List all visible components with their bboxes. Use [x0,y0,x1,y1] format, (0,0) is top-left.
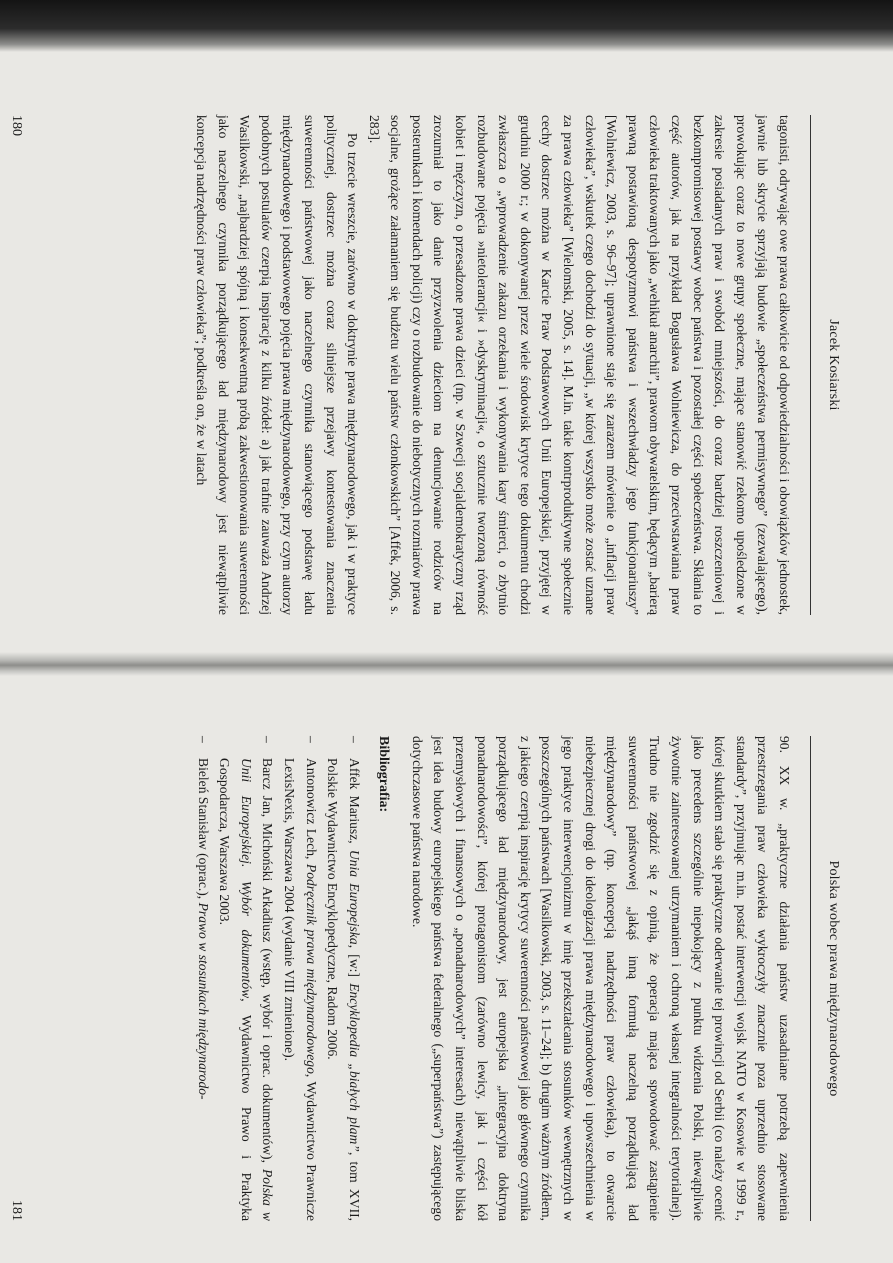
entry-title: Prawo w stosunkach międzynarodo- [195,902,211,1100]
bibliography-title: Bibliografia: [376,736,392,813]
entry-author: Barcz Jan, Michoński Arkadiusz (wstęp, wybór i oprac. dokumentów), [260,758,276,1169]
header-rule [810,736,811,1221]
paragraph: tagonisti, odrywając owe prawa całkowicie od odpowiedzialności i obowiązków jednostek, jawnie lub skrycie sprzyjają budowie „społeczeństwa permisywnego” (zezwalającego), prowokując coraz to nowe grupy społeczne, mające stanowić rzekomo upośledzone w zakresie posiadanych praw i swobód mniejszości, do coraz bardziej roszczeniowej i bezkompromisowej postawy wobec państwa i pozostałej części społeczeństwa. Skłania to część autorów, jak na przykład Bogusława Wolniewicza, do przeciwstawiania praw człowieka traktowanych jako „wehikuł anarchii”, prawom obywatelskim, będącym „barierą prawną postawioną despotyzmowi państwa i wszechwładzy jego funkcjonariuszy” [Wolniewicz, 2003, s. 96–97]; uprawnione staje się zarazem mówienie o „inflacji praw człowieka”, wskutek czego dochodzi do sytuacji, „w której wszystko może zostać uznane za prawa człowieka” [Wielomski, 2005, s. 14]. M.in. takie kontrproduktywne społecznie cechy dostrzec można w Karcie Praw Podstawowych Unii Europejskiej, przyjętej w grudniu 2000 r.; w dokonywanej przez wiele środowisk krytyce tego dokumentu chodzi zwłaszcza o „wprowadzenie zakazu orzekania i wykonywania kary śmierci, o zbytnio rozbudowane pojęcia »nietolerancji« i »dyskryminacji«, o sztucznie tworzoną równość kobiet i mężczyzn, o przesadzone prawa dzieci (np. w Szwecji socjaldemokratyczny rząd zrozumiał to jako danie przyzwolenia dzieciom na denuncjowanie rodziców na posterunkach i komendach policji) czy o rozbudowanie do niebotycznych rozmiarów prawa socjalne, grożące załamaniem się budżetu wielu państw członkowskich” [Affek, 2006, s. 283]. [366,115,792,615]
scan-shadow-top [0,0,893,52]
entry-text: , Wydawnictwo Prawnicze LexisNexis, Warszawa 2004 (wydanie VIII zmienione). [281,758,319,1221]
page-number: 181 [9,1200,24,1221]
body-text [190,115,795,615]
dash: – [303,736,319,743]
header-rule [810,115,811,615]
running-head: Polska wobec prawa międzynarodowego [826,860,841,1097]
body-text [192,736,795,1221]
page-180 [0,55,893,655]
bibliography-entry [278,736,321,1221]
entry-author: Bieleń Stanisław (oprac.), [195,758,211,903]
book-gutter [0,652,893,676]
entry-title: Encyklopedia „białych plam” [346,983,362,1152]
page-181 [0,676,893,1261]
bibliography-entry [192,736,214,1221]
dash: – [195,736,211,743]
paragraph: Po trzecie wreszcie, zarówno w doktrynie prawa międzynarodowego, jak i w praktyce politycznej, dostrzec można coraz silniejsze przejawy kontestowania znaczenia suwerenności państwowej jako naczelnego czynnika stanowiącego podstawę ładu międzynarodowego i podstawowego pojęcia prawa międzynarodowego, przy czym autorzy podobnych postulatów czerpią inspirację z kilku źródeł: a) jak trafnie zauważa Andrzej Wasilkowski, „najbardziej spójną i konsekwentną próbą zakwestionowania suwerenności jako naczelnego czynnika porządkującego ład międzynarodowy jest niewątpliwie koncepcja nadrzędności praw człowieka”; podkreśla on, że w latach [193,115,361,615]
paragraph: 90. XX w. „praktyczne działania państw uzasadniane potrzebą zapewnienia przestrzegania praw człowieka wykroczyły znacznie poza uprzednio stosowane standardy”, przyjmując m.in. postać interwencji wojsk NATO w Kosowie w 1999 r., której skutkiem stało się praktyczne oderwanie tej prowincji od Serbii (co należy ocenić jako precedens szczególnie niepokojący z punktu widzenia Polski, niewątpliwie żywotnie zainteresowanej utrzymaniem i ochroną własnej integralności terytorialnej). Trudno nie zgodzić się z opinią, że operacja mająca spowodować zastąpienie suwerenności państwowej „jakąś inną formułą naczelną porządkującą ład międzynarodowy” (np. koncepcją nadrzędności praw człowieka), to otwarcie niebezpiecznej drogi do ideologizacji prawa międzynarodowego i upowszechnienia w jego praktyce interwencjonizmu w imię przekształcania stosunków wewnętrznych w poszczególnych państwach [Wasilkowski, 2003, s. 11–24]; b) drugim ważnym źródłem, z jakiego czerpią inspirację krytycy suwerenności państwowej jako głównego czynnika porządkującego ład międzynarodowy, jest europejska „integracyjna doktryna ponadnarodowości”, której protagonistom (zarówno lewicy, jak i części kół przemysłowych i finansowych o „ponadnarodowych” interesach) niewątpliwie bliska jest idea budowy europejskiego państwa federalnego („superpaństwa”) zastępującego dotychczasowe państwa narodowe. [409,736,792,1221]
entry-author: Affek Mariusz, [346,758,362,850]
entry-text: , Wydawnictwo Prawo i Praktyka Gospodarcza, Warszawa 2003. [217,758,254,1221]
entry-title: Unia Europejska [346,849,362,945]
dash: – [346,736,362,743]
bibliography-entry [214,736,279,1221]
entry-text: , [w:] [346,944,362,984]
dash: – [260,736,276,743]
running-head: Jacek Kosiarski [826,319,841,411]
page-number: 180 [9,115,24,136]
bibliography-list [192,736,365,1221]
bibliography-entry [322,736,365,1221]
entry-title: Podręcznik prawa międzynarodowego [303,863,319,1074]
entry-text: , tom XVII, Polskie Wydawnictwo Encyklopedyczne, Radom 2006. [325,758,362,1222]
entry-author: Antonowicz Lech, [303,758,319,864]
entry-title: Polska w Unii Europejskiej. Wybór dokumentów [238,758,276,1221]
